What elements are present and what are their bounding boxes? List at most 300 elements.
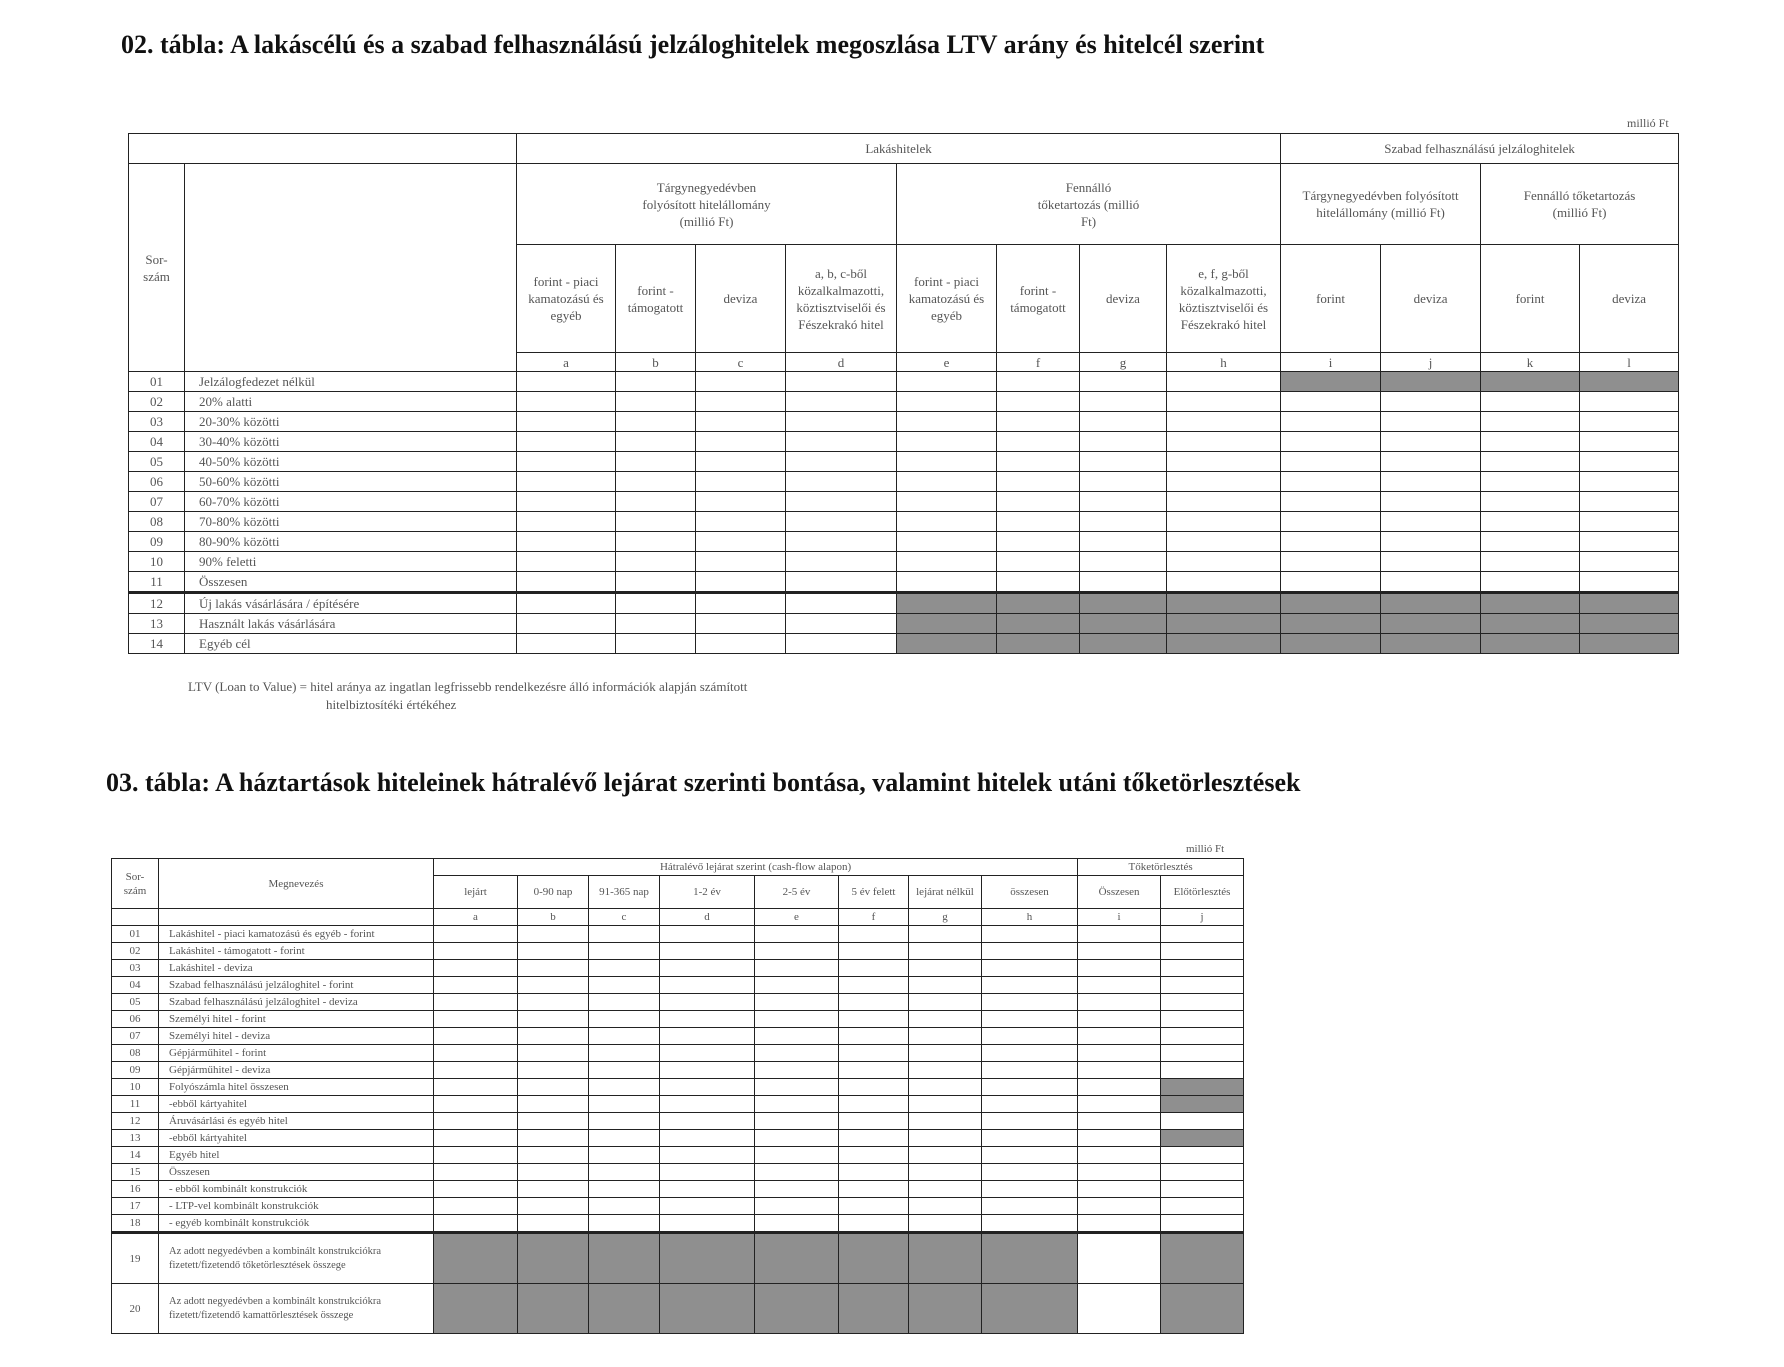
data-cell[interactable] — [1161, 1028, 1244, 1045]
data-cell[interactable] — [909, 977, 982, 994]
data-cell[interactable] — [909, 1079, 982, 1096]
data-cell[interactable] — [909, 1113, 982, 1130]
data-cell[interactable] — [660, 1181, 755, 1198]
data-cell[interactable] — [839, 1147, 909, 1164]
data-cell[interactable] — [589, 943, 660, 960]
data-cell[interactable] — [1080, 432, 1167, 452]
data-cell[interactable] — [434, 1198, 518, 1215]
data-cell[interactable] — [518, 1215, 589, 1233]
data-cell[interactable] — [1281, 432, 1381, 452]
data-cell[interactable] — [696, 572, 786, 593]
data-cell[interactable] — [1580, 452, 1679, 472]
data-cell[interactable] — [982, 977, 1078, 994]
data-cell[interactable] — [1078, 943, 1161, 960]
data-cell[interactable] — [616, 512, 696, 532]
data-cell[interactable] — [518, 1147, 589, 1164]
data-cell[interactable] — [434, 926, 518, 943]
data-cell[interactable] — [997, 472, 1080, 492]
data-cell[interactable] — [616, 572, 696, 593]
data-cell[interactable] — [839, 1045, 909, 1062]
data-cell[interactable] — [909, 1215, 982, 1233]
data-cell[interactable] — [518, 1181, 589, 1198]
data-cell[interactable] — [589, 1062, 660, 1079]
data-cell[interactable] — [909, 1045, 982, 1062]
data-cell[interactable] — [696, 472, 786, 492]
data-cell[interactable] — [755, 1045, 839, 1062]
data-cell[interactable] — [1161, 1011, 1244, 1028]
data-cell[interactable] — [1481, 492, 1580, 512]
data-cell[interactable] — [589, 1130, 660, 1147]
data-cell[interactable] — [1078, 1233, 1161, 1284]
data-cell[interactable] — [1078, 1113, 1161, 1130]
data-cell[interactable] — [1078, 1079, 1161, 1096]
data-cell[interactable] — [839, 943, 909, 960]
data-cell[interactable] — [982, 943, 1078, 960]
data-cell[interactable] — [1481, 572, 1580, 593]
data-cell[interactable] — [1381, 512, 1481, 532]
data-cell[interactable] — [434, 994, 518, 1011]
data-cell[interactable] — [517, 532, 616, 552]
data-cell[interactable] — [660, 1198, 755, 1215]
data-cell[interactable] — [660, 994, 755, 1011]
data-cell[interactable] — [434, 1096, 518, 1113]
data-cell[interactable] — [786, 512, 897, 532]
data-cell[interactable] — [696, 392, 786, 412]
data-cell[interactable] — [1167, 472, 1281, 492]
data-cell[interactable] — [786, 452, 897, 472]
data-cell[interactable] — [1281, 512, 1381, 532]
data-cell[interactable] — [1161, 1181, 1244, 1198]
data-cell[interactable] — [696, 512, 786, 532]
data-cell[interactable] — [660, 1045, 755, 1062]
data-cell[interactable] — [982, 1130, 1078, 1147]
data-cell[interactable] — [1080, 392, 1167, 412]
data-cell[interactable] — [1161, 977, 1244, 994]
data-cell[interactable] — [755, 1062, 839, 1079]
data-cell[interactable] — [517, 372, 616, 392]
data-cell[interactable] — [755, 960, 839, 977]
data-cell[interactable] — [1161, 926, 1244, 943]
data-cell[interactable] — [1481, 432, 1580, 452]
data-cell[interactable] — [909, 1028, 982, 1045]
data-cell[interactable] — [616, 634, 696, 654]
data-cell[interactable] — [616, 372, 696, 392]
data-cell[interactable] — [1078, 960, 1161, 977]
data-cell[interactable] — [897, 472, 997, 492]
data-cell[interactable] — [1281, 392, 1381, 412]
data-cell[interactable] — [434, 1215, 518, 1233]
data-cell[interactable] — [434, 1130, 518, 1147]
data-cell[interactable] — [909, 926, 982, 943]
data-cell[interactable] — [518, 994, 589, 1011]
data-cell[interactable] — [897, 492, 997, 512]
data-cell[interactable] — [1481, 512, 1580, 532]
data-cell[interactable] — [589, 1215, 660, 1233]
data-cell[interactable] — [1481, 472, 1580, 492]
data-cell[interactable] — [755, 994, 839, 1011]
data-cell[interactable] — [909, 1011, 982, 1028]
data-cell[interactable] — [755, 1198, 839, 1215]
data-cell[interactable] — [897, 432, 997, 452]
data-cell[interactable] — [997, 552, 1080, 572]
data-cell[interactable] — [982, 1164, 1078, 1181]
data-cell[interactable] — [696, 412, 786, 432]
data-cell[interactable] — [616, 614, 696, 634]
data-cell[interactable] — [616, 392, 696, 412]
data-cell[interactable] — [1167, 452, 1281, 472]
data-cell[interactable] — [897, 552, 997, 572]
data-cell[interactable] — [660, 943, 755, 960]
data-cell[interactable] — [616, 412, 696, 432]
data-cell[interactable] — [997, 432, 1080, 452]
data-cell[interactable] — [434, 1181, 518, 1198]
data-cell[interactable] — [1381, 452, 1481, 472]
data-cell[interactable] — [660, 1215, 755, 1233]
data-cell[interactable] — [982, 926, 1078, 943]
data-cell[interactable] — [786, 492, 897, 512]
data-cell[interactable] — [1161, 1164, 1244, 1181]
data-cell[interactable] — [1080, 532, 1167, 552]
data-cell[interactable] — [997, 512, 1080, 532]
data-cell[interactable] — [696, 614, 786, 634]
data-cell[interactable] — [1580, 572, 1679, 593]
data-cell[interactable] — [909, 994, 982, 1011]
data-cell[interactable] — [897, 412, 997, 432]
data-cell[interactable] — [909, 1062, 982, 1079]
data-cell[interactable] — [755, 977, 839, 994]
data-cell[interactable] — [786, 552, 897, 572]
data-cell[interactable] — [616, 452, 696, 472]
data-cell[interactable] — [1580, 512, 1679, 532]
data-cell[interactable] — [1080, 472, 1167, 492]
data-cell[interactable] — [518, 1028, 589, 1045]
data-cell[interactable] — [755, 1215, 839, 1233]
data-cell[interactable] — [1481, 412, 1580, 432]
data-cell[interactable] — [517, 512, 616, 532]
data-cell[interactable] — [589, 1028, 660, 1045]
data-cell[interactable] — [839, 1130, 909, 1147]
data-cell[interactable] — [434, 960, 518, 977]
data-cell[interactable] — [696, 492, 786, 512]
data-cell[interactable] — [1481, 452, 1580, 472]
data-cell[interactable] — [589, 1113, 660, 1130]
data-cell[interactable] — [660, 977, 755, 994]
data-cell[interactable] — [786, 532, 897, 552]
data-cell[interactable] — [1381, 432, 1481, 452]
data-cell[interactable] — [434, 1011, 518, 1028]
data-cell[interactable] — [660, 926, 755, 943]
data-cell[interactable] — [1078, 1045, 1161, 1062]
data-cell[interactable] — [1080, 552, 1167, 572]
data-cell[interactable] — [1580, 412, 1679, 432]
data-cell[interactable] — [1078, 926, 1161, 943]
data-cell[interactable] — [897, 452, 997, 472]
data-cell[interactable] — [755, 943, 839, 960]
data-cell[interactable] — [1381, 392, 1481, 412]
data-cell[interactable] — [839, 1062, 909, 1079]
data-cell[interactable] — [755, 1164, 839, 1181]
data-cell[interactable] — [1161, 1045, 1244, 1062]
data-cell[interactable] — [434, 1147, 518, 1164]
data-cell[interactable] — [518, 960, 589, 977]
data-cell[interactable] — [518, 977, 589, 994]
data-cell[interactable] — [1580, 432, 1679, 452]
data-cell[interactable] — [1167, 512, 1281, 532]
data-cell[interactable] — [589, 1011, 660, 1028]
data-cell[interactable] — [517, 452, 616, 472]
data-cell[interactable] — [518, 1062, 589, 1079]
data-cell[interactable] — [1161, 994, 1244, 1011]
data-cell[interactable] — [982, 1079, 1078, 1096]
data-cell[interactable] — [755, 1096, 839, 1113]
data-cell[interactable] — [518, 1096, 589, 1113]
data-cell[interactable] — [909, 960, 982, 977]
data-cell[interactable] — [982, 960, 1078, 977]
data-cell[interactable] — [1078, 1198, 1161, 1215]
data-cell[interactable] — [518, 1113, 589, 1130]
data-cell[interactable] — [897, 392, 997, 412]
data-cell[interactable] — [897, 512, 997, 532]
data-cell[interactable] — [517, 392, 616, 412]
data-cell[interactable] — [518, 1130, 589, 1147]
data-cell[interactable] — [755, 1181, 839, 1198]
data-cell[interactable] — [518, 1198, 589, 1215]
data-cell[interactable] — [1078, 1062, 1161, 1079]
data-cell[interactable] — [517, 432, 616, 452]
data-cell[interactable] — [982, 1147, 1078, 1164]
data-cell[interactable] — [1080, 572, 1167, 593]
data-cell[interactable] — [589, 977, 660, 994]
data-cell[interactable] — [755, 1113, 839, 1130]
data-cell[interactable] — [1381, 532, 1481, 552]
data-cell[interactable] — [1281, 572, 1381, 593]
data-cell[interactable] — [786, 572, 897, 593]
data-cell[interactable] — [1161, 1113, 1244, 1130]
data-cell[interactable] — [660, 1079, 755, 1096]
data-cell[interactable] — [897, 372, 997, 392]
data-cell[interactable] — [517, 552, 616, 572]
data-cell[interactable] — [839, 960, 909, 977]
data-cell[interactable] — [755, 1147, 839, 1164]
data-cell[interactable] — [1580, 532, 1679, 552]
data-cell[interactable] — [1078, 1284, 1161, 1334]
data-cell[interactable] — [616, 532, 696, 552]
data-cell[interactable] — [616, 492, 696, 512]
data-cell[interactable] — [1167, 492, 1281, 512]
data-cell[interactable] — [839, 926, 909, 943]
data-cell[interactable] — [839, 1113, 909, 1130]
data-cell[interactable] — [839, 1096, 909, 1113]
data-cell[interactable] — [1381, 552, 1481, 572]
data-cell[interactable] — [839, 1164, 909, 1181]
data-cell[interactable] — [1078, 1130, 1161, 1147]
data-cell[interactable] — [755, 1028, 839, 1045]
data-cell[interactable] — [1281, 472, 1381, 492]
data-cell[interactable] — [839, 1011, 909, 1028]
data-cell[interactable] — [1281, 532, 1381, 552]
data-cell[interactable] — [1281, 552, 1381, 572]
data-cell[interactable] — [696, 532, 786, 552]
data-cell[interactable] — [696, 634, 786, 654]
data-cell[interactable] — [897, 572, 997, 593]
data-cell[interactable] — [1161, 943, 1244, 960]
data-cell[interactable] — [755, 1079, 839, 1096]
data-cell[interactable] — [1078, 994, 1161, 1011]
data-cell[interactable] — [589, 926, 660, 943]
data-cell[interactable] — [1167, 412, 1281, 432]
data-cell[interactable] — [518, 943, 589, 960]
data-cell[interactable] — [1580, 492, 1679, 512]
data-cell[interactable] — [589, 1181, 660, 1198]
data-cell[interactable] — [982, 1113, 1078, 1130]
data-cell[interactable] — [982, 1215, 1078, 1233]
data-cell[interactable] — [786, 412, 897, 432]
data-cell[interactable] — [997, 372, 1080, 392]
data-cell[interactable] — [1167, 552, 1281, 572]
data-cell[interactable] — [589, 1198, 660, 1215]
data-cell[interactable] — [997, 532, 1080, 552]
data-cell[interactable] — [755, 1130, 839, 1147]
data-cell[interactable] — [1381, 492, 1481, 512]
data-cell[interactable] — [434, 977, 518, 994]
data-cell[interactable] — [1481, 532, 1580, 552]
data-cell[interactable] — [434, 1164, 518, 1181]
data-cell[interactable] — [518, 926, 589, 943]
data-cell[interactable] — [434, 1045, 518, 1062]
data-cell[interactable] — [517, 614, 616, 634]
data-cell[interactable] — [589, 994, 660, 1011]
data-cell[interactable] — [518, 1079, 589, 1096]
data-cell[interactable] — [909, 1147, 982, 1164]
data-cell[interactable] — [1080, 452, 1167, 472]
data-cell[interactable] — [589, 1045, 660, 1062]
data-cell[interactable] — [1161, 1215, 1244, 1233]
data-cell[interactable] — [1580, 392, 1679, 412]
data-cell[interactable] — [982, 1011, 1078, 1028]
data-cell[interactable] — [1580, 472, 1679, 492]
data-cell[interactable] — [909, 1130, 982, 1147]
data-cell[interactable] — [1381, 472, 1481, 492]
data-cell[interactable] — [696, 432, 786, 452]
data-cell[interactable] — [755, 1011, 839, 1028]
data-cell[interactable] — [518, 1164, 589, 1181]
data-cell[interactable] — [660, 1147, 755, 1164]
data-cell[interactable] — [1161, 1062, 1244, 1079]
data-cell[interactable] — [434, 1079, 518, 1096]
data-cell[interactable] — [589, 1096, 660, 1113]
data-cell[interactable] — [434, 943, 518, 960]
data-cell[interactable] — [1161, 1198, 1244, 1215]
data-cell[interactable] — [1481, 392, 1580, 412]
data-cell[interactable] — [517, 492, 616, 512]
data-cell[interactable] — [1080, 512, 1167, 532]
data-cell[interactable] — [1167, 392, 1281, 412]
data-cell[interactable] — [755, 926, 839, 943]
data-cell[interactable] — [909, 1164, 982, 1181]
data-cell[interactable] — [982, 994, 1078, 1011]
data-cell[interactable] — [660, 1062, 755, 1079]
data-cell[interactable] — [589, 1164, 660, 1181]
data-cell[interactable] — [1078, 1215, 1161, 1233]
data-cell[interactable] — [839, 994, 909, 1011]
data-cell[interactable] — [1078, 1028, 1161, 1045]
data-cell[interactable] — [1580, 552, 1679, 572]
data-cell[interactable] — [1080, 372, 1167, 392]
data-cell[interactable] — [997, 412, 1080, 432]
data-cell[interactable] — [982, 1028, 1078, 1045]
data-cell[interactable] — [909, 1198, 982, 1215]
data-cell[interactable] — [839, 1079, 909, 1096]
data-cell[interactable] — [839, 977, 909, 994]
data-cell[interactable] — [1161, 960, 1244, 977]
data-cell[interactable] — [589, 960, 660, 977]
data-cell[interactable] — [616, 552, 696, 572]
data-cell[interactable] — [839, 1028, 909, 1045]
data-cell[interactable] — [982, 1181, 1078, 1198]
data-cell[interactable] — [839, 1215, 909, 1233]
data-cell[interactable] — [1281, 412, 1381, 432]
data-cell[interactable] — [1381, 412, 1481, 432]
data-cell[interactable] — [909, 943, 982, 960]
data-cell[interactable] — [517, 572, 616, 593]
data-cell[interactable] — [839, 1181, 909, 1198]
data-cell[interactable] — [786, 634, 897, 654]
data-cell[interactable] — [1167, 572, 1281, 593]
data-cell[interactable] — [660, 1164, 755, 1181]
data-cell[interactable] — [909, 1096, 982, 1113]
data-cell[interactable] — [839, 1198, 909, 1215]
data-cell[interactable] — [1381, 572, 1481, 593]
data-cell[interactable] — [982, 1198, 1078, 1215]
data-cell[interactable] — [786, 432, 897, 452]
data-cell[interactable] — [434, 1028, 518, 1045]
data-cell[interactable] — [696, 372, 786, 392]
data-cell[interactable] — [1078, 1011, 1161, 1028]
data-cell[interactable] — [434, 1113, 518, 1130]
data-cell[interactable] — [1481, 552, 1580, 572]
data-cell[interactable] — [696, 452, 786, 472]
data-cell[interactable] — [786, 372, 897, 392]
data-cell[interactable] — [660, 1113, 755, 1130]
data-cell[interactable] — [786, 392, 897, 412]
data-cell[interactable] — [660, 1011, 755, 1028]
data-cell[interactable] — [517, 412, 616, 432]
data-cell[interactable] — [1161, 1147, 1244, 1164]
data-cell[interactable] — [518, 1045, 589, 1062]
data-cell[interactable] — [589, 1079, 660, 1096]
data-cell[interactable] — [696, 552, 786, 572]
data-cell[interactable] — [518, 1011, 589, 1028]
data-cell[interactable] — [660, 1096, 755, 1113]
data-cell[interactable] — [997, 392, 1080, 412]
data-cell[interactable] — [616, 593, 696, 614]
data-cell[interactable] — [1080, 492, 1167, 512]
data-cell[interactable] — [909, 1181, 982, 1198]
data-cell[interactable] — [1167, 372, 1281, 392]
data-cell[interactable] — [1167, 432, 1281, 452]
data-cell[interactable] — [616, 472, 696, 492]
data-cell[interactable] — [517, 634, 616, 654]
data-cell[interactable] — [1078, 1147, 1161, 1164]
data-cell[interactable] — [616, 432, 696, 452]
data-cell[interactable] — [660, 1028, 755, 1045]
data-cell[interactable] — [786, 472, 897, 492]
data-cell[interactable] — [517, 593, 616, 614]
data-cell[interactable] — [997, 572, 1080, 593]
data-cell[interactable] — [660, 960, 755, 977]
data-cell[interactable] — [589, 1147, 660, 1164]
data-cell[interactable] — [1078, 1181, 1161, 1198]
